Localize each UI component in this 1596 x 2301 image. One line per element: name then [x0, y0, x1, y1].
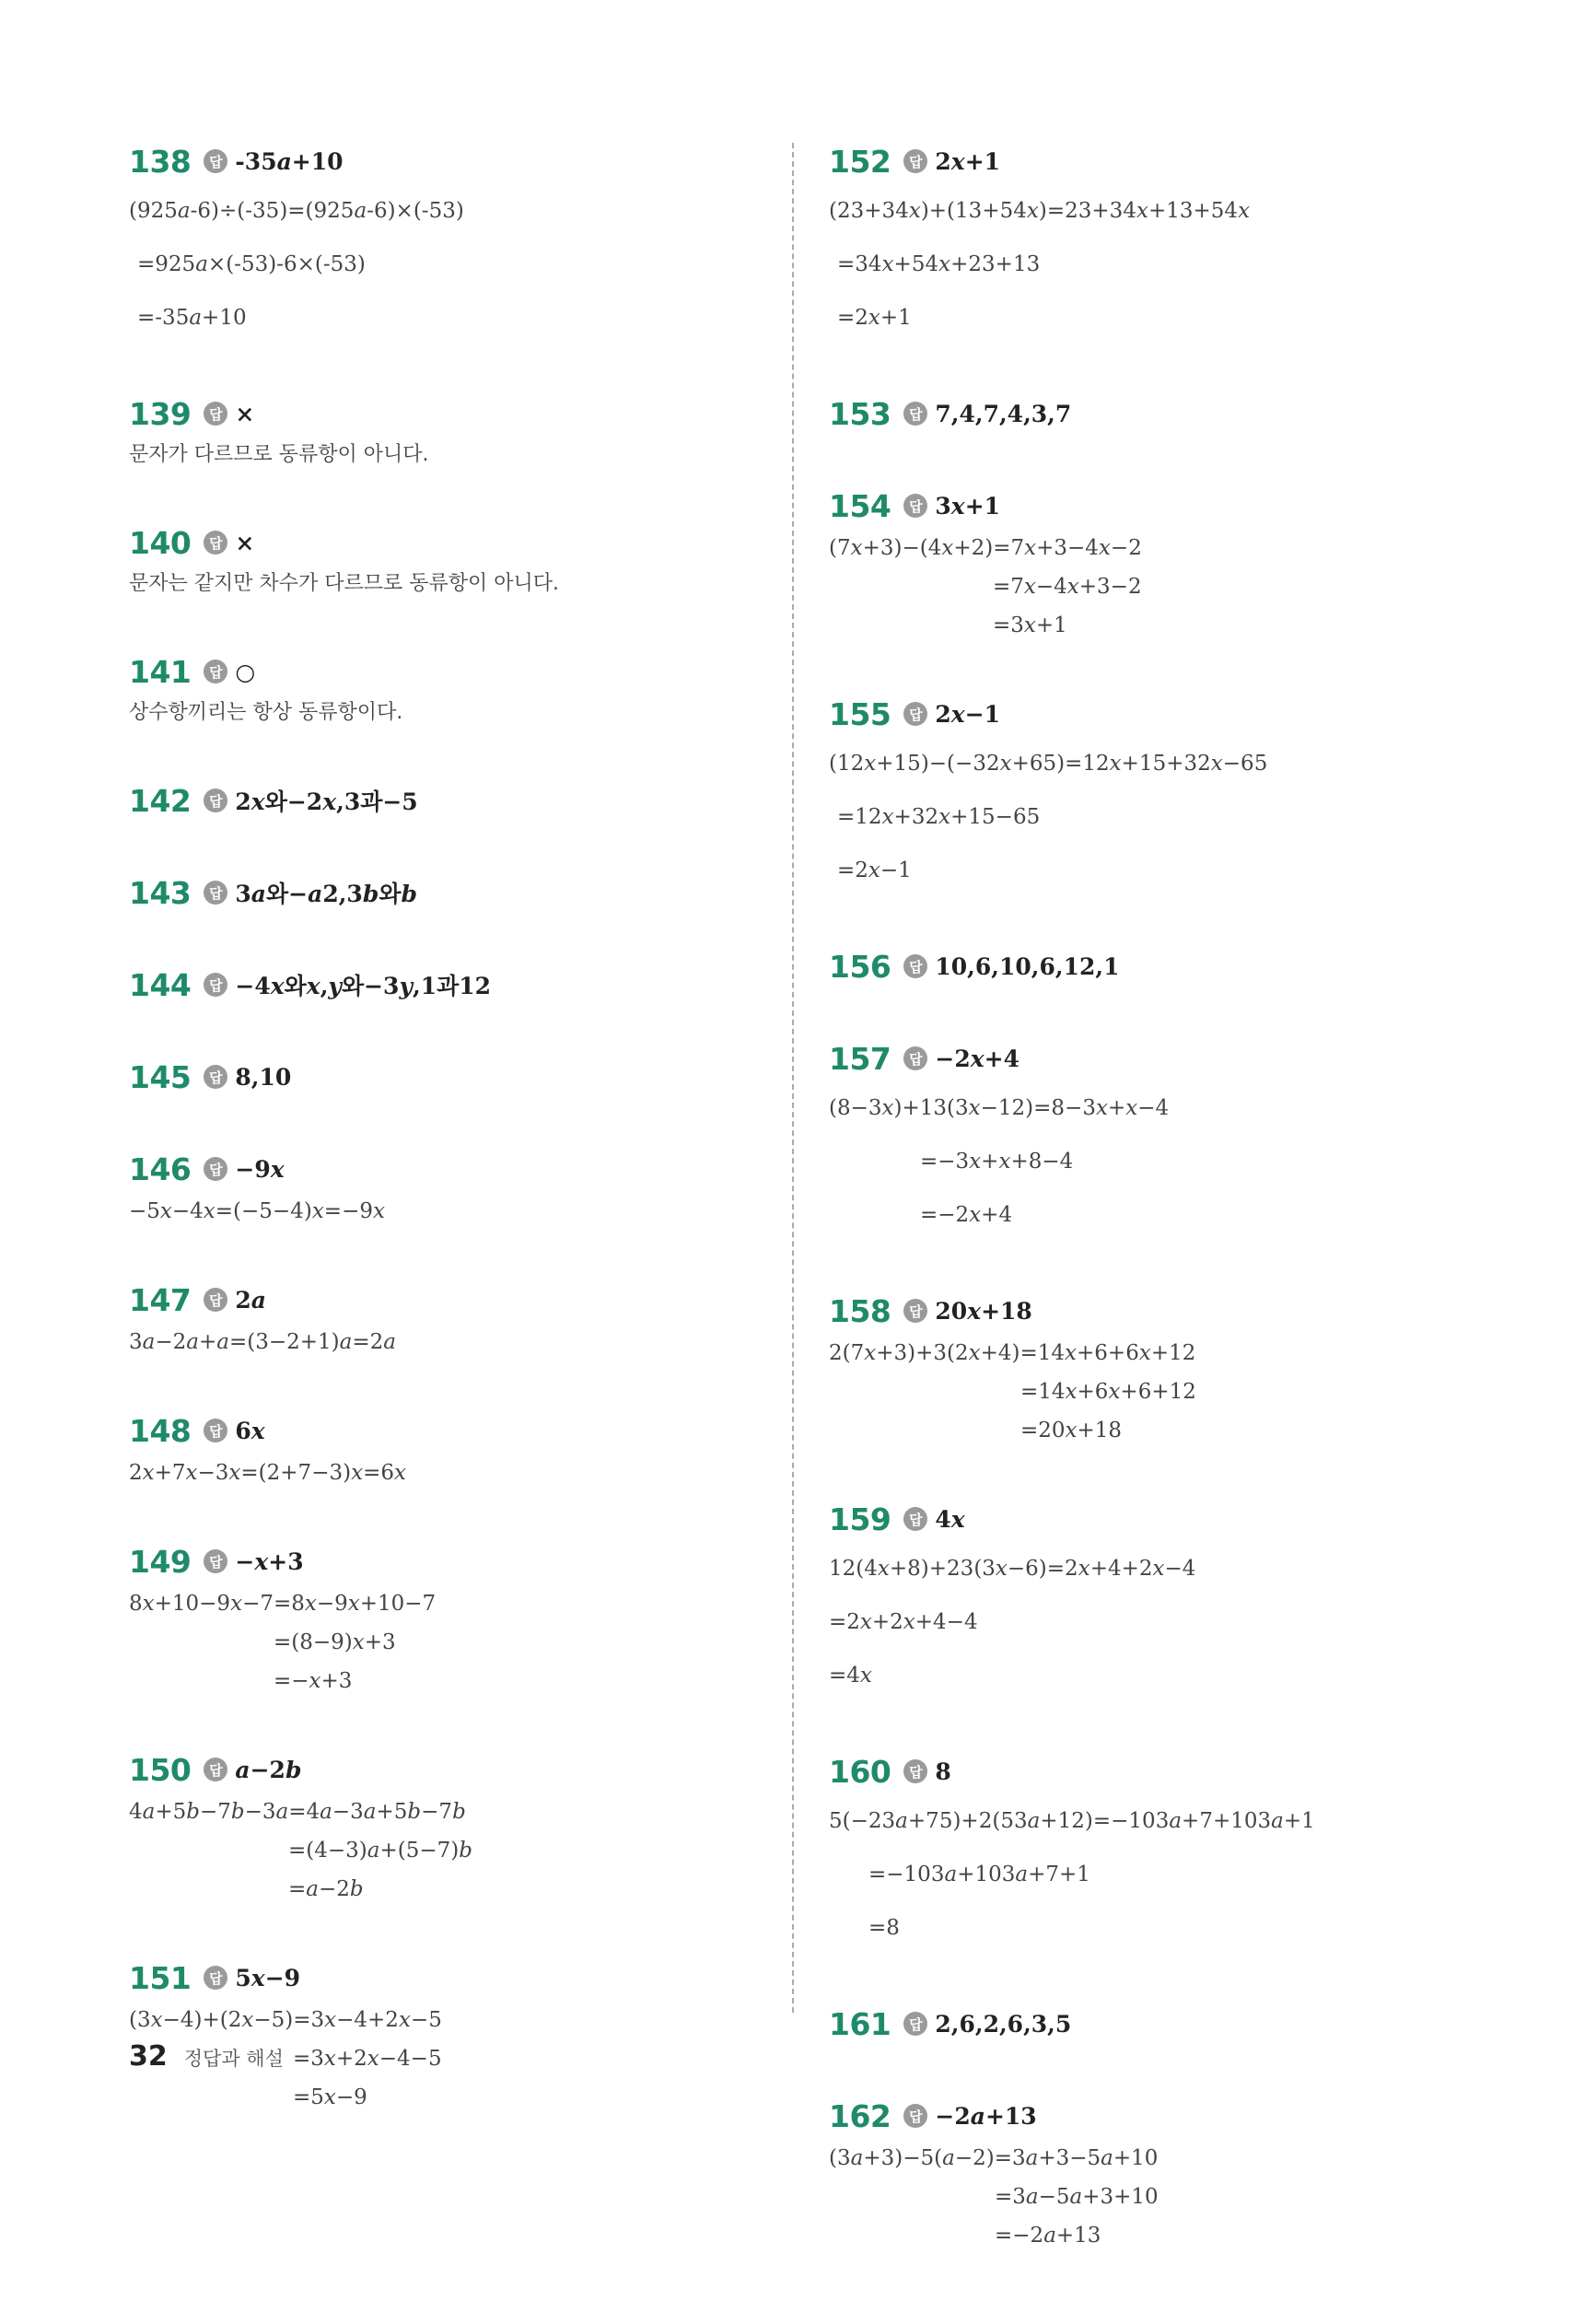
solution-line: =-35a+10 [137, 306, 247, 330]
problem-header [829, 2093, 1474, 2139]
answer: −4x와x,y와−3y,1과12 [235, 973, 492, 999]
problem-156 [829, 943, 1474, 989]
solution-line: =2x+1 [837, 306, 912, 330]
solution-line: −5x−4x=(−5−4)x=−9x [129, 1199, 385, 1223]
problem-number: 160 [829, 1753, 891, 1790]
answer-badge: 답 [204, 531, 227, 555]
answer-badge: 답 [903, 1299, 927, 1323]
answer: 2a [235, 1286, 266, 1314]
answer-badge: 답 [903, 2012, 927, 2036]
solution-line: =−2x+4 [920, 1203, 1013, 1227]
problem-number: 153 [829, 395, 891, 432]
answer-badge: 답 [204, 660, 227, 683]
problem-162 [829, 2093, 1474, 2255]
answer: 2x+1 [935, 147, 1001, 175]
problem-155 [829, 691, 1474, 897]
solution-line: =−103a+103a+7+1 [868, 1863, 1090, 1886]
problem-number: 150 [129, 1751, 192, 1788]
answer: × [235, 529, 255, 556]
problem-160 [829, 1748, 1474, 1955]
problem-number: 149 [129, 1543, 192, 1580]
problem-145 [129, 1054, 764, 1100]
solution-line: (925a-6)÷(-35)=(925a-6)×(-53) [129, 199, 464, 223]
solution-line: =925a×(-53)-6×(-53) [137, 252, 366, 276]
answer: 10,6,10,6,12,1 [935, 952, 1120, 980]
problem-number: 140 [129, 524, 192, 561]
problem-154 [829, 483, 1474, 645]
problem-header [129, 1146, 764, 1192]
answer-badge: 답 [204, 881, 227, 905]
problem-number: 141 [129, 653, 192, 690]
answer: 20x+18 [935, 1297, 1032, 1325]
answer: 4x [935, 1505, 965, 1533]
answer: -35a+10 [235, 147, 344, 175]
problem-number: 161 [829, 2005, 891, 2042]
problem-138 [129, 138, 764, 345]
solution-text: 상수항끼리는 항상 동류항이다. [129, 701, 403, 724]
problem-143 [129, 870, 764, 916]
solution-line: 2(7x+3)+3(2x+4)=14x+6+6x+12 [829, 1341, 1196, 1365]
problem-header [829, 1496, 1474, 1542]
solution-line: =5x−9 [293, 2085, 367, 2109]
problem-header [129, 1277, 764, 1323]
answer: 2x와−2x,3과−5 [235, 788, 418, 815]
problem-number: 162 [829, 2097, 891, 2134]
problem-header [829, 691, 1474, 737]
solution-text: 문자는 같지만 차수가 다르므로 동류항이 아니다. [129, 572, 560, 595]
problem-header [829, 483, 1474, 529]
problem-153 [829, 391, 1474, 437]
answer: ○ [235, 658, 256, 685]
problem-number: 138 [129, 143, 192, 180]
problem-header [129, 1746, 764, 1793]
problem-142 [129, 777, 764, 823]
solution-line: =7x−4x+3−2 [993, 575, 1142, 599]
solution-line: (3x−4)+(2x−5)=3x−4+2x−5 [129, 2008, 442, 2032]
answer-badge: 답 [204, 1157, 227, 1181]
solution-line: =a−2b [288, 1877, 364, 1901]
problem-152 [829, 138, 1474, 345]
problem-149 [129, 1538, 764, 1700]
problem-header [129, 648, 764, 695]
answer: 3x+1 [935, 492, 1001, 520]
problem-141 [129, 648, 764, 731]
problem-header [129, 138, 764, 184]
answer-badge: 답 [204, 149, 227, 173]
column-divider [792, 143, 794, 2013]
problem-number: 148 [129, 1412, 192, 1449]
solution-line: =20x+18 [1020, 1419, 1123, 1443]
solution-line: (3a+3)−5(a−2)=3a+3−5a+10 [829, 2146, 1159, 2170]
left-column [129, 138, 764, 2163]
problem-header [129, 962, 764, 1008]
problem-148 [129, 1407, 764, 1492]
problem-157 [829, 1035, 1474, 1242]
problem-144 [129, 962, 764, 1008]
problem-number: 144 [129, 966, 192, 1003]
answer: 2x−1 [935, 700, 1001, 728]
problem-header [829, 1288, 1474, 1334]
answer-badge: 답 [903, 954, 927, 978]
problem-161 [829, 2001, 1474, 2047]
problem-140 [129, 520, 764, 602]
answer: 5x−9 [235, 1964, 301, 1991]
problem-number: 151 [129, 1959, 192, 1996]
solution-line: =12x+32x+15−65 [837, 805, 1041, 829]
answer: 2,6,2,6,3,5 [935, 2010, 1072, 2038]
solution-line: 5(−23a+75)+2(53a+12)=−103a+7+103a+1 [829, 1809, 1315, 1833]
problem-number: 154 [829, 487, 891, 524]
answer-badge: 답 [903, 1046, 927, 1070]
problem-number: 147 [129, 1281, 192, 1318]
problem-header [829, 1748, 1474, 1794]
solution-line: =2x−1 [837, 858, 912, 882]
solution-line: 3a−2a+a=(3−2+1)a=2a [129, 1330, 396, 1354]
problem-146 [129, 1146, 764, 1231]
problem-number: 158 [829, 1292, 891, 1329]
answer: × [235, 400, 255, 427]
answer-badge: 답 [903, 149, 927, 173]
answer-badge: 답 [903, 494, 927, 518]
problem-158 [829, 1288, 1474, 1450]
solution-line: 2x+7x−3x=(2+7−3)x=6x [129, 1461, 406, 1485]
answer-badge: 답 [204, 973, 227, 997]
answer: 3a와−a2,3b와b [235, 881, 417, 907]
problem-header [129, 870, 764, 916]
problem-number: 143 [129, 874, 192, 911]
problem-header [829, 391, 1474, 437]
solution-line: =−3x+x+8−4 [920, 1150, 1074, 1174]
answer-badge: 답 [903, 402, 927, 426]
answer: −x+3 [235, 1548, 304, 1575]
problem-151 [129, 1955, 764, 2117]
answer: a−2b [235, 1756, 302, 1783]
solution-line: =4x [829, 1664, 872, 1688]
problem-number: 157 [829, 1040, 891, 1077]
solution-line: =(8−9)x+3 [274, 1630, 396, 1654]
problem-header [129, 1955, 764, 2001]
solution-line: =−2a+13 [995, 2224, 1101, 2248]
answer: 7,4,7,4,3,7 [935, 400, 1072, 427]
problem-header [829, 943, 1474, 989]
problem-number: 155 [829, 695, 891, 732]
problem-header [829, 1035, 1474, 1081]
solution-line: 12(4x+8)+23(3x−6)=2x+4+2x−4 [829, 1557, 1196, 1581]
answer-badge: 답 [204, 1549, 227, 1573]
footer-label: 정답과 해설 [183, 2048, 284, 2070]
right-column [829, 138, 1474, 2301]
solution-line: =14x+6x+6+12 [1020, 1380, 1196, 1404]
solution-line: (12x+15)−(−32x+65)=12x+15+32x−65 [829, 752, 1268, 776]
solution-line: 4a+5b−7b−3a=4a−3a+5b−7b [129, 1800, 466, 1824]
problem-header [829, 2001, 1474, 2047]
solution-text: 문자가 다르므로 동류항이 아니다. [129, 443, 429, 466]
solution-line: (7x+3)−(4x+2)=7x+3−4x−2 [829, 536, 1142, 560]
solution-line: =(4−3)a+(5−7)b [288, 1839, 472, 1863]
problem-header [129, 1538, 764, 1584]
answer-badge: 답 [903, 1507, 927, 1531]
solution-line: =3x+1 [993, 613, 1067, 637]
solution-line: =3x+2x−4−5 [293, 2047, 442, 2071]
problem-number: 139 [129, 395, 192, 432]
answer: 8,10 [235, 1063, 292, 1091]
problem-number: 156 [829, 948, 891, 985]
answer-badge: 답 [903, 1759, 927, 1783]
problem-number: 159 [829, 1501, 891, 1537]
answer-badge: 답 [204, 1966, 227, 1990]
solution-line: 8x+10−9x−7=8x−9x+10−7 [129, 1592, 437, 1616]
answer: −2a+13 [935, 2102, 1037, 2130]
problem-number: 142 [129, 782, 192, 819]
answer-badge: 답 [204, 788, 227, 812]
problem-number: 145 [129, 1058, 192, 1095]
problem-header [129, 391, 764, 437]
problem-header [129, 1407, 764, 1454]
solution-line: (23+34x)+(13+54x)=23+34x+13+54x [829, 199, 1251, 223]
problem-header [129, 520, 764, 566]
solution-line: =−x+3 [274, 1669, 353, 1693]
answer-badge: 답 [903, 2104, 927, 2128]
answer-badge: 답 [204, 402, 227, 426]
answer: 6x [235, 1417, 265, 1444]
problem-147 [129, 1277, 764, 1361]
solution-line: =2x+2x+4−4 [829, 1610, 978, 1634]
problem-header [829, 138, 1474, 184]
solution-line: =3a−5a+3+10 [995, 2185, 1159, 2209]
solution-line: (8−3x)+13(3x−12)=8−3x+x−4 [829, 1096, 1170, 1120]
answer-badge: 답 [204, 1419, 227, 1443]
answer-badge: 답 [204, 1065, 227, 1089]
page-footer [129, 2040, 284, 2073]
answer: 8 [935, 1758, 951, 1785]
page-number: 32 [129, 2040, 168, 2073]
problem-159 [829, 1496, 1474, 1702]
answer-badge: 답 [903, 702, 927, 726]
answer-badge: 답 [204, 1288, 227, 1312]
solution-line: =8 [868, 1916, 900, 1940]
problem-header [129, 777, 764, 823]
problem-header [129, 1054, 764, 1100]
problem-number: 152 [829, 143, 891, 180]
problem-150 [129, 1746, 764, 1909]
problem-139 [129, 391, 764, 473]
solution-line: =34x+54x+23+13 [837, 252, 1041, 276]
answer: −9x [235, 1155, 285, 1183]
answer: −2x+4 [935, 1045, 1019, 1072]
problem-number: 146 [129, 1150, 192, 1187]
answer-badge: 답 [204, 1758, 227, 1781]
